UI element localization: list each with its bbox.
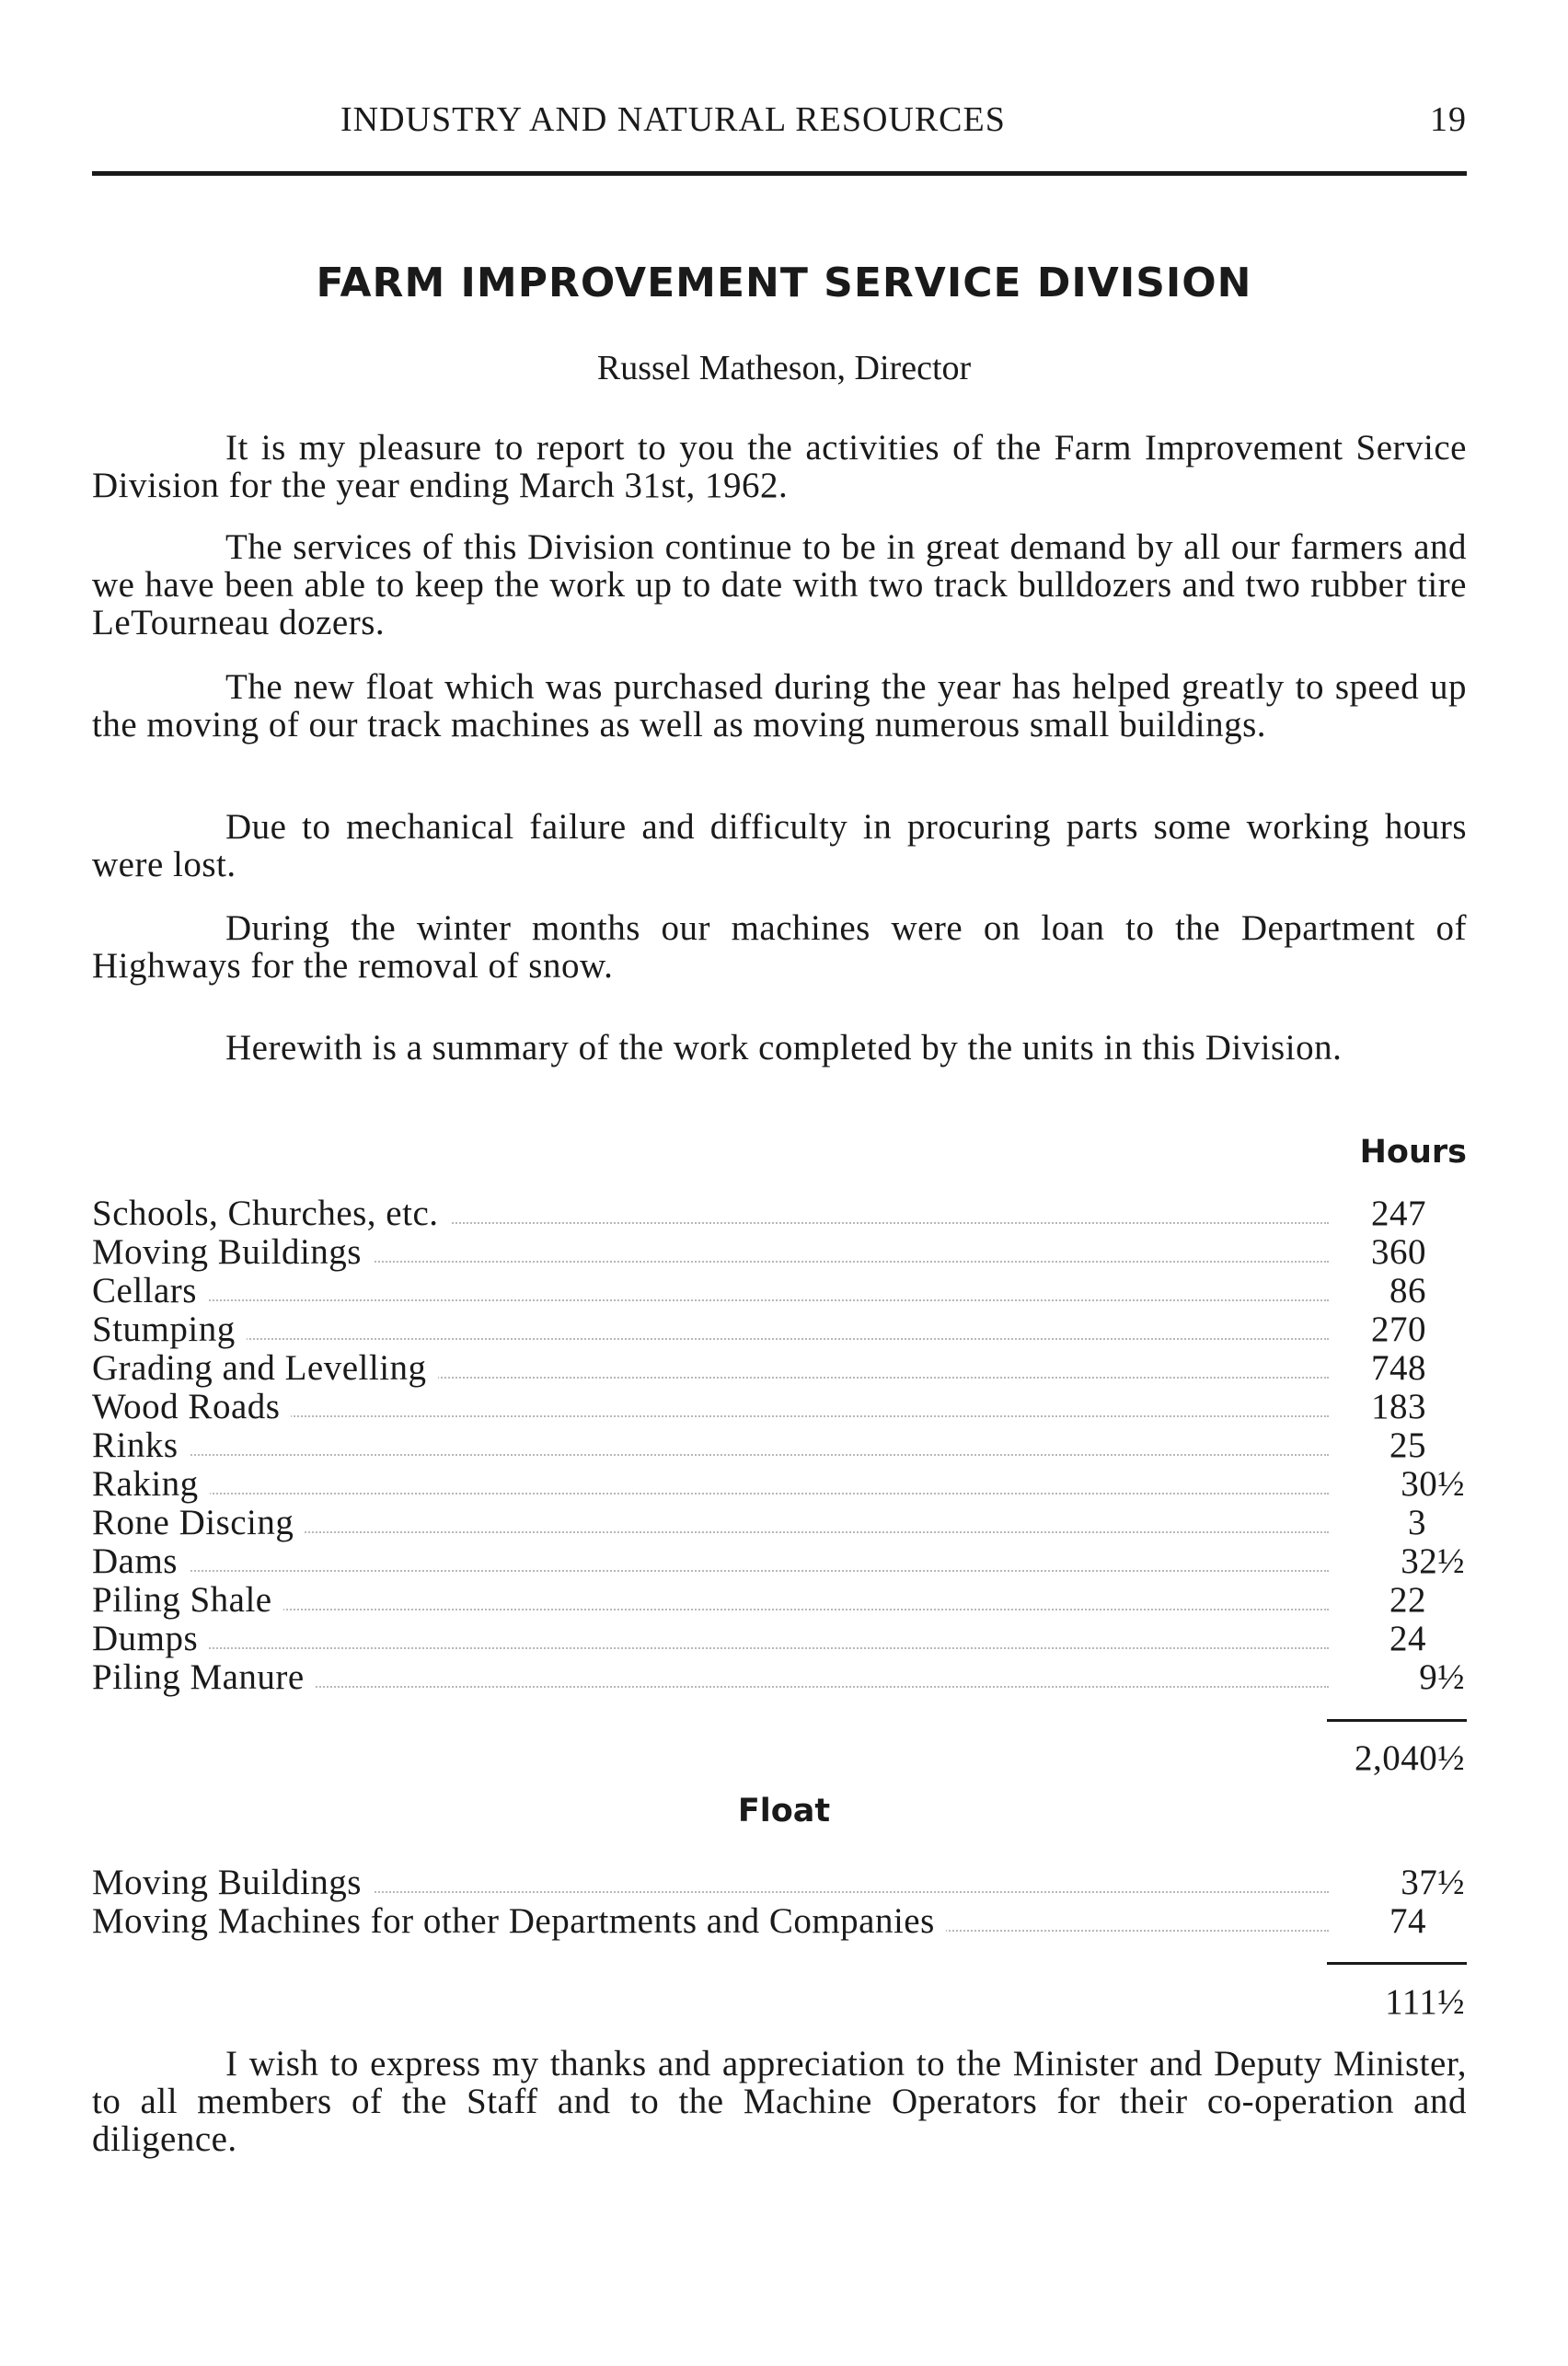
row-label: Moving Buildings xyxy=(92,1233,373,1272)
paragraph-winter: During the winter months our machines were on loan to the Department of Highways for the removal of snow. xyxy=(92,908,1467,986)
row-label: Grading and Levelling xyxy=(92,1349,438,1388)
row-label: Raking xyxy=(92,1465,210,1504)
row-label: Rinks xyxy=(92,1426,190,1465)
row-value: 24 xyxy=(1389,1619,1426,1658)
dot-leader xyxy=(92,1493,1329,1495)
table-row xyxy=(92,1620,1467,1658)
table-row xyxy=(92,1349,1467,1388)
hours-column-header: Hours xyxy=(1359,1134,1467,1171)
row-label: Schools, Churches, etc. xyxy=(92,1195,450,1233)
row-label: Moving Machines for other Departments and Companies xyxy=(92,1902,946,1941)
paragraph-float: The new float which was purchased during the year has helped greatly to speed up the moving of our track machines as well as moving numerous small buildings. xyxy=(92,667,1467,744)
row-value: 270 xyxy=(1371,1310,1426,1349)
section-heading: FARM IMPROVEMENT SERVICE DIVISION xyxy=(316,260,1252,306)
dot-leader xyxy=(92,1647,1329,1649)
table-row xyxy=(92,1233,1467,1272)
dot-leader xyxy=(92,1570,1329,1572)
row-value: 9½ xyxy=(1419,1657,1465,1697)
row-value: 37½ xyxy=(1401,1863,1465,1902)
row-value: 25 xyxy=(1389,1425,1426,1465)
row-value: 74 xyxy=(1389,1901,1426,1941)
row-label: Moving Buildings xyxy=(92,1864,373,1902)
hours-total: 2,040½ xyxy=(1355,1738,1465,1778)
header-rule xyxy=(92,171,1467,176)
director-line: Russel Matheson, Director xyxy=(596,349,972,387)
row-label: Dams xyxy=(92,1542,189,1581)
row-value: 748 xyxy=(1371,1348,1426,1388)
table-row xyxy=(92,1864,1467,1902)
float-total: 111½ xyxy=(1385,1982,1465,2022)
row-value: 86 xyxy=(1389,1271,1426,1310)
paragraph-summary: Herewith is a summary of the work completed by the units in this Division. xyxy=(225,1028,1343,1068)
table-row xyxy=(92,1310,1467,1349)
dot-leader xyxy=(92,1454,1329,1456)
row-value: 360 xyxy=(1371,1232,1426,1272)
float-heading: Float xyxy=(737,1793,831,1829)
table-row xyxy=(92,1581,1467,1620)
table-row xyxy=(92,1504,1467,1542)
row-value: 3 xyxy=(1408,1503,1426,1542)
table-row xyxy=(92,1542,1467,1581)
row-value: 32½ xyxy=(1401,1541,1465,1581)
row-label: Wood Roads xyxy=(92,1388,291,1426)
paragraph-intro: It is my pleasure to report to you the activities of the Farm Improvement Service Division for the year ending March 31st, 1962. xyxy=(92,428,1467,505)
row-label: Dumps xyxy=(92,1620,209,1658)
table-row xyxy=(92,1388,1467,1426)
page-number: 19 xyxy=(1430,100,1467,139)
table-row xyxy=(92,1902,1467,1941)
sum-rule xyxy=(1327,1719,1467,1722)
row-label: Piling Manure xyxy=(92,1658,316,1697)
running-title: INDUSTRY AND NATURAL RESOURCES xyxy=(340,100,1006,139)
paragraph-demand: The services of this Division continue to be in great demand by all our farmers and we have been able to keep the work up to date with two track bulldozers and two rubber tire LeTourneau dozers. xyxy=(92,527,1467,642)
dot-leader xyxy=(92,1338,1329,1340)
row-value: 22 xyxy=(1389,1580,1426,1620)
row-value: 30½ xyxy=(1401,1464,1465,1504)
running-header xyxy=(92,99,1467,155)
row-label: Cellars xyxy=(92,1272,208,1310)
row-label: Rone Discing xyxy=(92,1504,305,1542)
table-row xyxy=(92,1426,1467,1465)
paragraph-failure: Due to mechanical failure and difficulty in procuring parts some working hours were lost. xyxy=(92,807,1467,884)
table-row xyxy=(92,1658,1467,1697)
dot-leader xyxy=(92,1299,1329,1301)
sum-rule xyxy=(1327,1962,1467,1965)
table-row xyxy=(92,1195,1467,1233)
table-row xyxy=(92,1465,1467,1504)
row-label: Stumping xyxy=(92,1310,247,1349)
paragraph-closing: I wish to express my thanks and appreciation to the Minister and Deputy Minister, to all members of the Staff and to the Machine Operators for their co-operation and diligence. xyxy=(92,2044,1467,2159)
row-label: Piling Shale xyxy=(92,1581,283,1620)
table-row xyxy=(92,1272,1467,1310)
row-value: 247 xyxy=(1371,1194,1426,1233)
row-value: 183 xyxy=(1371,1387,1426,1426)
